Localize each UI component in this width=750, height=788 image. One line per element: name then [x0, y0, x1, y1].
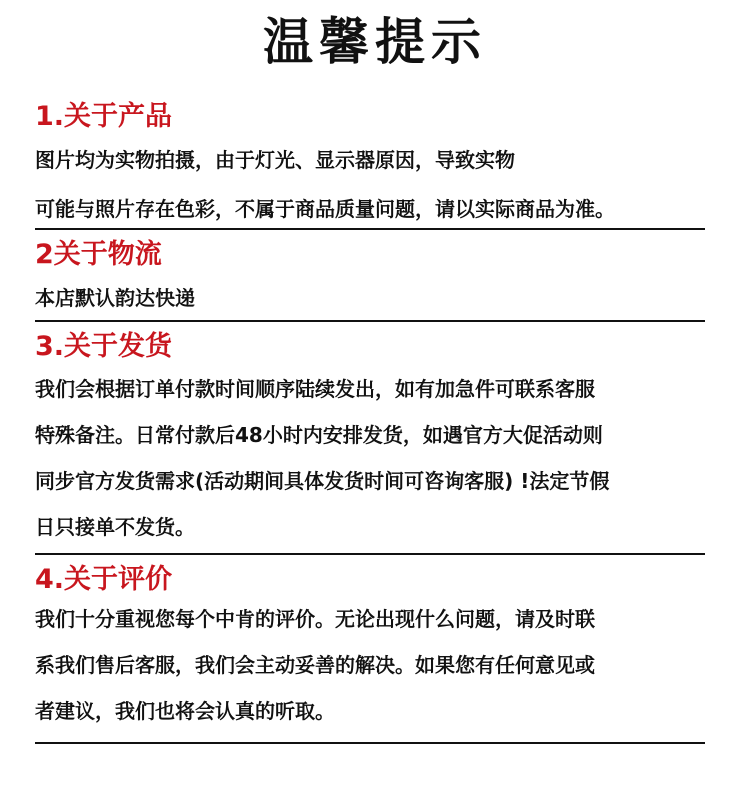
reviews-line-2: 系我们售后客服，我们会主动妥善的解决。如果您有任何意见或 [35, 653, 595, 677]
divider-2 [35, 320, 705, 322]
shipping-line-1: 我们会根据订单付款时间顺序陆续发出，如有加急件可联系客服 [35, 377, 595, 401]
page-title: 温馨提示 [263, 13, 487, 71]
product-line-2: 可能与照片存在色彩，不属于商品质量问题，请以实际商品为准。 [35, 197, 615, 221]
section-heading-shipping: 3.关于发货 [35, 331, 173, 362]
shipping-line-3: 同步官方发货需求(活动期间具体发货时间可咨询客服) !法定节假 [35, 469, 610, 493]
product-line-1: 图片均为实物拍摄，由于灯光、显示器原因，导致实物 [35, 148, 515, 172]
shipping-line-2: 特殊备注。日常付款后48小时内安排发货，如遇官方大促活动则 [35, 423, 603, 447]
section-heading-product: 1.关于产品 [35, 101, 173, 132]
reviews-line-3: 者建议，我们也将会认真的听取。 [35, 699, 335, 723]
shipping-line-4: 日只接单不发货。 [35, 515, 195, 539]
divider-1 [35, 228, 705, 230]
section-heading-reviews: 4.关于评价 [35, 564, 173, 595]
section-heading-logistics: 2关于物流 [35, 239, 162, 270]
divider-3 [35, 553, 705, 555]
divider-4 [35, 742, 705, 744]
logistics-line-1: 本店默认韵达快递 [35, 286, 195, 310]
reviews-line-1: 我们十分重视您每个中肯的评价。无论出现什么问题，请及时联 [35, 607, 595, 631]
